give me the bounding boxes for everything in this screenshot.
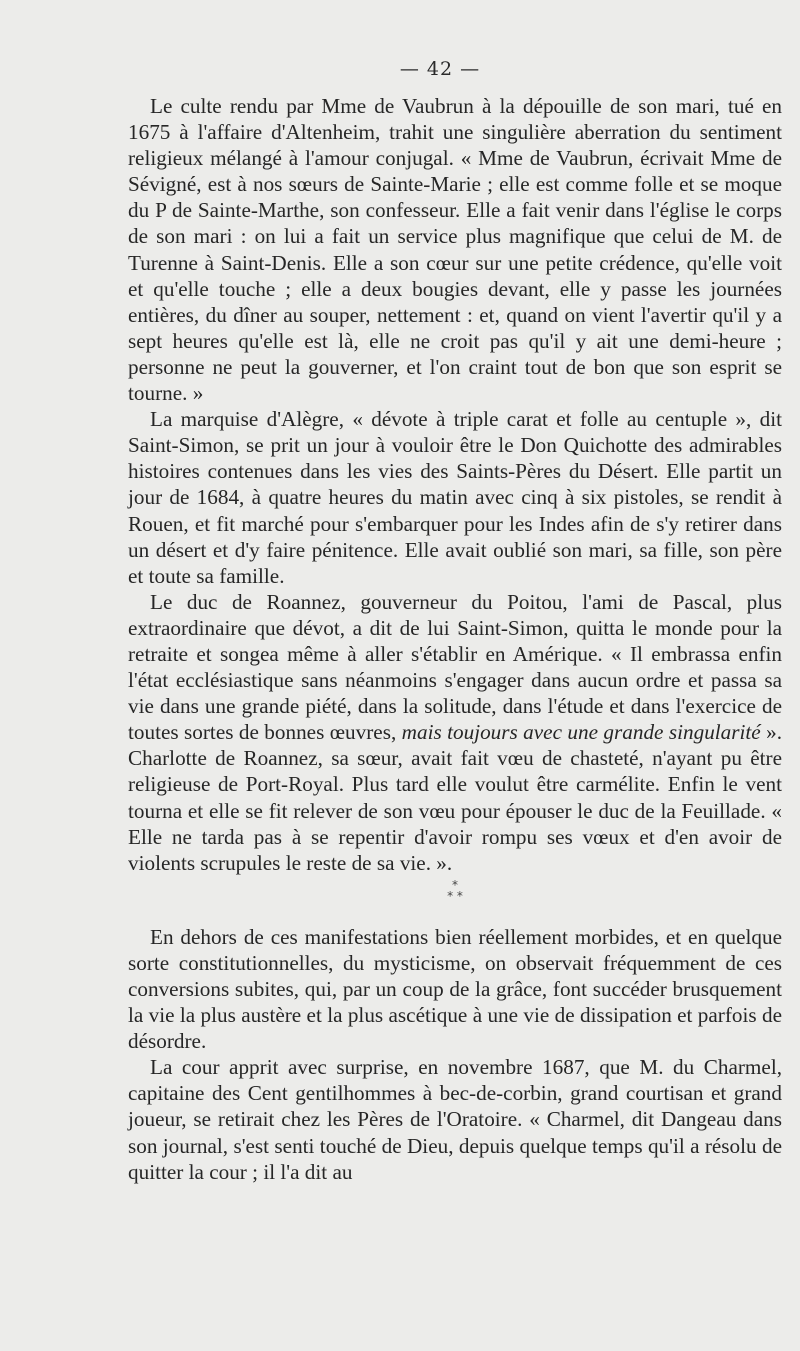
asterisk-top: *: [452, 877, 458, 892]
asterisk-bottom: * *: [447, 888, 463, 903]
paragraph-alegre: La marquise d'Alègre, « dévote à triple carat et folle au centuple », dit Saint-Simon, se prit un jour à vouloir être le Don Quichotte des admirables histoires contenues dans les vies des Saints-Pères du Désert. Elle partit un jour de 1684, à quatre heures du matin avec cinq à six pistoles, se rendit à Rouen, et fit marché pour s'embarquer pour les Indes afin de s'y retirer dans un désert et d'y faire pénitence. Elle avait oublié son mari, sa fille, son père et toute sa famille.: [128, 407, 782, 588]
paragraph-roannez: [128, 589, 782, 876]
paragraph-roannez-start: Le duc de Roannez, gouverneur du Poitou, l'ami de Pascal, plus extraordinaire que dévot, a dit de lui Saint-Simon, quitta le monde pour la retraite et songea même à aller s'établir en Amérique. « Il embrassa enfin l'état ecclésiastique sans néanmoins s'engager dans aucun ordre et passa sa vie dans une grande piété, dans la solitude, dans l'étude et dans l'exercice de toutes sortes de bonnes œuvres,: [128, 589, 782, 745]
paragraph-charmel: La cour apprit avec surprise, en novembre 1687, que M. du Charmel, capitaine des Cent gentilhommes à bec-de-corbin, grand courtisan et grand joueur, se retirait chez les Pères de l'Oratoire. « Charmel, dit Dangeau dans son journal, s'est senti touché de Dieu, depuis quelque temps qu'il a résolu de quitter la cour ; il l'a dit au: [128, 1055, 782, 1184]
paragraph-conversions: En dehors de ces manifestations bien réellement morbides, et en quelque sorte constitutionnelles, du mysticisme, on observait fréquemment de ces conversions subites, qui, par un coup de la grâce, font succéder brusquement la vie la plus austère et la plus ascétique à une vie de dissipation et parfois de désordre.: [128, 924, 782, 1054]
section-separator: [128, 877, 782, 903]
paragraph-vaubrun: Le culte rendu par Mme de Vaubrun à la dépouille de son mari, tué en 1675 à l'affaire d'Altenheim, trahit une singulière aberration du sentiment religieux mélangé à l'amour conjugal. « Mme de Vaubrun, écrivait Mme de Sévigné, est à nos sœurs de Sainte-Marie ; elle est comme folle et se moque du P de Sainte-Marthe, son confesseur. Elle a fait venir dans l'église le corps de son mari : on lui a fait un service plus magnifique que celui de M. de Turenne à Saint-Denis. Elle a son cœur sur une petite crédence, qu'elle voit et qu'elle touche ; elle a deux bougies devant, elle y passe les journées entières, du dîner au souper, nettement : et, quand on vient l'avertir qu'il y a sept heures qu'elle est là, elle ne croit pas qu'il y ait une demi-heure ; personne ne peut la gouverner, et l'on craint tout de bon que son esprit se tourne. »: [128, 94, 782, 406]
page-number: — 42 —: [399, 58, 481, 80]
italic-quote: mais toujours avec une grande singularité: [401, 720, 761, 745]
paragraph-roannez-end: ». Charlotte de Roannez, sa sœur, avait fait vœu de chasteté, n'ayant pu être religieuse de Port-Royal. Plus tard elle voulut être carmélite. Enfin le vent tourna et elle se fit relever de son vœu pour épouser le duc de la Feuillade. « Elle ne tarda pas à se repentir d'avoir rompu ses vœux et d'en avoir de violents scrupules le reste de sa vie. ».: [128, 720, 782, 875]
body-text: [128, 93, 782, 1185]
